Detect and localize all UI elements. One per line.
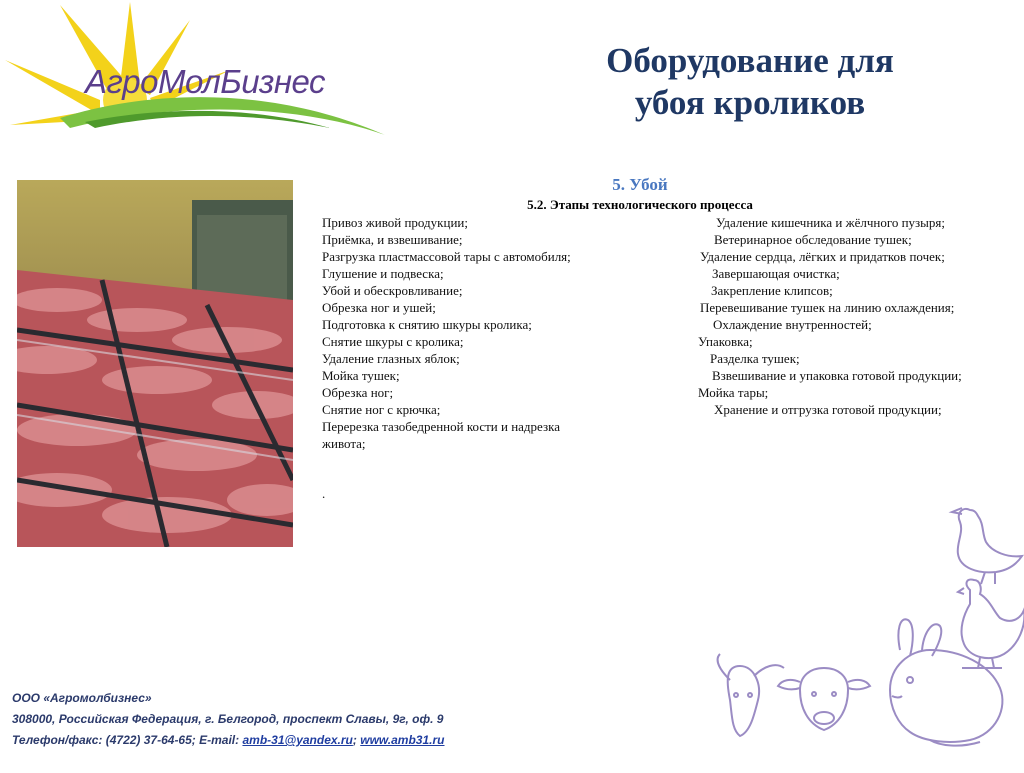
footer-separator: ; bbox=[352, 733, 357, 747]
photo-icon bbox=[17, 180, 293, 547]
list-item: Ветеринарное обследование тушек; bbox=[714, 232, 912, 247]
hen-icon bbox=[958, 580, 1024, 668]
list-item: Упаковка; bbox=[698, 334, 753, 349]
list-item: Обрезка ног; bbox=[322, 385, 394, 400]
goat-icon bbox=[718, 654, 784, 736]
logo-text: АгроМолБизнес bbox=[85, 63, 326, 100]
list-item: Перерезка тазобедренной кости и надрезка живота; bbox=[322, 419, 560, 451]
list-item: Взвешивание и упаковка готовой продукции; bbox=[712, 368, 962, 383]
list-item: Подготовка к снятию шкуры кролика; bbox=[322, 317, 532, 332]
list-item: Мойка тары; bbox=[698, 385, 769, 400]
title-line-2: убоя кроликов bbox=[634, 83, 866, 122]
list-item: Перевешивание тушек на линию охлаждения; bbox=[700, 300, 955, 315]
list-item: Завершающая очистка; bbox=[712, 266, 840, 281]
trailing-mark: . bbox=[322, 486, 326, 501]
animal-illustrations bbox=[700, 490, 1024, 768]
list-item: Снятие ног с крючка; bbox=[322, 402, 441, 417]
email-link[interactable]: amb-31@yandex.ru bbox=[242, 733, 353, 747]
list-item: Разгрузка пластмассовой тары с автомобиля; bbox=[322, 249, 571, 264]
list-item: Хранение и отгрузка готовой продукции; bbox=[714, 402, 942, 417]
list-item: Обрезка ног и ушей; bbox=[322, 300, 436, 315]
list-item: Снятие шкуры с кролика; bbox=[322, 334, 464, 349]
website-link[interactable]: www.amb31.ru bbox=[360, 733, 445, 747]
list-item: Закрепление клипсов; bbox=[711, 283, 833, 298]
steps-left-list bbox=[322, 214, 622, 452]
list-item: Охлаждение внутренностей; bbox=[713, 317, 872, 332]
list-item: Удаление глазных яблок; bbox=[322, 351, 460, 366]
duck-icon bbox=[952, 508, 1022, 584]
rabbit-icon bbox=[890, 619, 1002, 745]
list-item: Разделка тушек; bbox=[710, 351, 800, 366]
list-item: Удаление кишечника и жёлчного пузыря; bbox=[716, 215, 946, 230]
list-item: Удаление сердца, лёгких и придатков почек; bbox=[700, 249, 945, 264]
cow-icon bbox=[778, 668, 870, 730]
footer-company: ООО «Агромолбизнес» bbox=[12, 691, 152, 705]
list-item: Убой и обескровливание; bbox=[322, 283, 463, 298]
title-line-1: Оборудование для bbox=[606, 41, 894, 80]
section-title: 5. Убой bbox=[612, 175, 668, 194]
footer-phone-line bbox=[12, 730, 444, 751]
list-item: Привоз живой продукции; bbox=[322, 215, 468, 230]
rabbit-carcass-photo bbox=[17, 180, 293, 547]
list-item: Приёмка, и взвешивание; bbox=[322, 232, 463, 247]
footer-phone: Телефон/факс: (4722) 37-64-65; E-mail: bbox=[12, 733, 243, 747]
footer-address: 308000, Российская Федерация, г. Белгород, проспект Славы, 9г, оф. 9 bbox=[12, 712, 444, 726]
company-logo bbox=[0, 0, 390, 145]
footer-contacts bbox=[12, 688, 444, 751]
list-item: Глушение и подвеска; bbox=[322, 266, 444, 281]
section-subtitle: 5.2. Этапы технологического процесса bbox=[527, 197, 753, 212]
page-title bbox=[560, 40, 940, 124]
list-item: Мойка тушек; bbox=[322, 368, 400, 383]
